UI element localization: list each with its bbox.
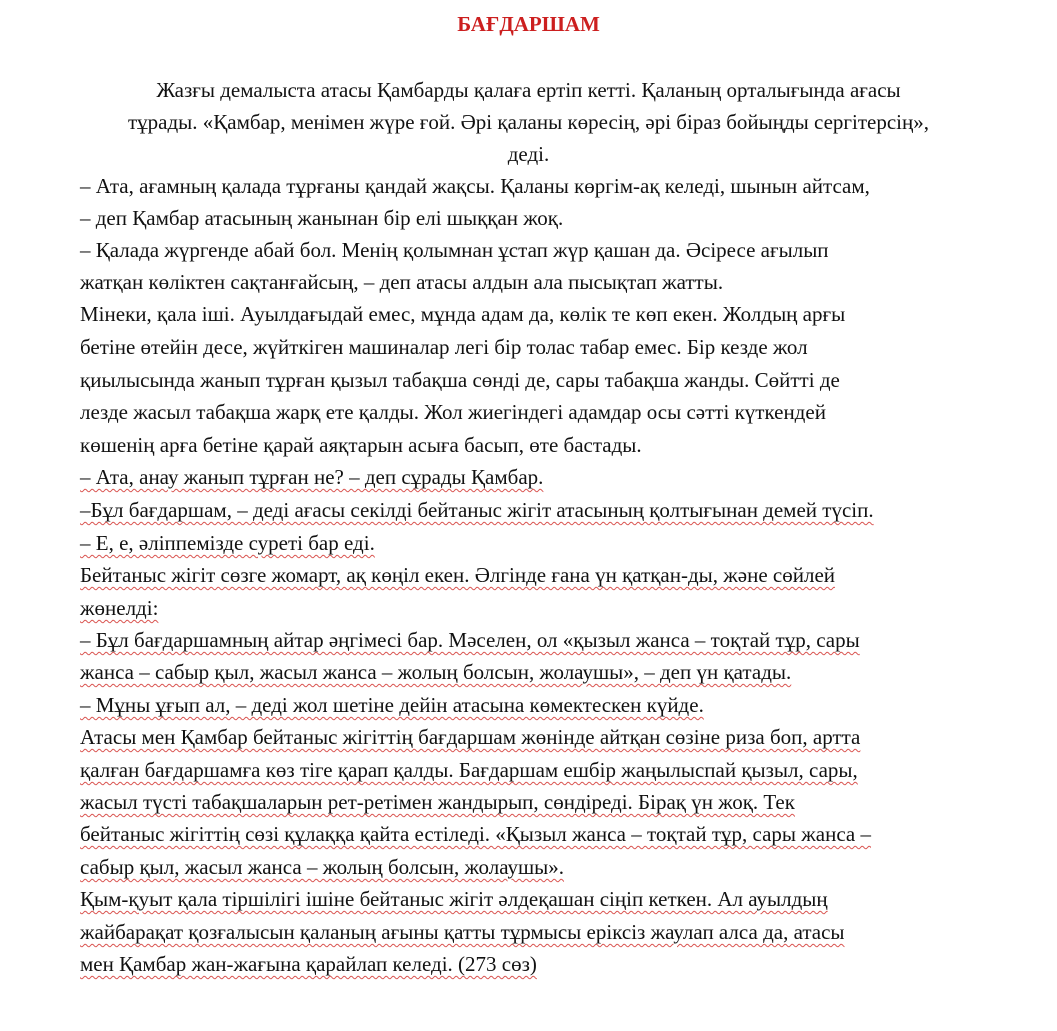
text-line: бетіне өтейін десе, жүйткіген машиналар легі бір толас табар емес. Бір кезде жол (80, 335, 808, 359)
text-line: Қым-қуыт қала тіршілігі ішіне бейтаныс жігіт әлдеқашан сіңіп кеткен. Ал ауылдың (80, 887, 828, 911)
text-line: лезде жасыл табақша жарқ ете қалды. Жол жиегіндегі адамдар осы сәтті күткендей (80, 400, 826, 424)
text-line: –Бұл бағдаршам, – деді ағасы секілді бейтаныс жігіт атасының қолтығынан демей түсіп. (80, 498, 874, 522)
text-line: сабыр қыл, жасыл жанса – жолың болсын, жолаушы». (80, 855, 565, 879)
text-line: – Мұны ұғып ал, – деді жол шетіне дейін атасына көмектескен күйде. (80, 693, 704, 717)
text-line: жанса – сабыр қыл, жасыл жанса – жолың болсын, жолаушы», – деп үн қатады. (80, 660, 792, 684)
text-line: бейтаныс жігіттің сөзі құлаққа қайта естіледі. «Қызыл жанса – тоқтай тұр, сары жанса – (80, 822, 871, 846)
text-line: Бейтаныс жігіт сөзге жомарт, ақ көңіл екен. Әлгінде ғана үн қатқан-ды, және сөйлей (80, 563, 836, 587)
text-line: – Қалада жүргенде абай бол. Менің қолымнан ұстап жүр қашан да. Әсіресе ағылып (80, 238, 829, 262)
text-line: жатқан көліктен сақтанғайсың, – деп атасы алдын ала пысықтап жатты. (80, 270, 724, 294)
text-line: мен Қамбар жан-жағына қарайлап келеді. (273 сөз) (80, 952, 537, 976)
text-line: қиылысында жанып тұрған қызыл табақша сөнді де, сары табақша жанды. Сөйтті де (80, 368, 840, 392)
text-line: көшенің арға бетіне қарай аяқтарын асыға басып, өте бастады. (80, 433, 642, 457)
text-line: – Бұл бағдаршамның айтар әңгімесі бар. Мәселен, ол «қызыл жанса – тоқтай тұр, сары (80, 628, 860, 652)
text-line: Атасы мен Қамбар бейтаныс жігіттің бағдаршам жөнінде айтқан сөзіне риза боп, артта (80, 725, 861, 749)
text-line: тұрады. «Қамбар, менімен жүре ғой. Әрі қаланы көресің, әрі біраз бойыңды сергітерсің», (127, 110, 929, 134)
document-title: БАҒДАРШАМ (457, 12, 600, 36)
text-line: жайбарақат қозғалысын қаланың ағыны қатты тұрмысы еріксіз жаулап алса да, атасы (80, 920, 845, 944)
text-line: Жазғы демалыста атасы Қамбарды қалаға ертіп кетті. Қаланың орталығында ағасы (156, 78, 901, 102)
text-line: – Ата, анау жанып тұрған не? – деп сұрады Қамбар. (80, 465, 544, 489)
text-line: – Е, е, әліппемізде суреті бар еді. (80, 531, 375, 555)
text-line: – деп Қамбар атасының жанынан бір елі шыққан жоқ. (80, 206, 564, 230)
text-line: – Ата, ағамның қалада тұрғаны қандай жақсы. Қаланы көргім-ақ келеді, шынын айтсам, (80, 174, 870, 198)
text-line: қалған бағдаршамға көз тіге қарап қалды. Бағдаршам ешбір жаңылыспай қызыл, сары, (80, 758, 858, 782)
text-line: жасыл түсті табақшаларын рет-ретімен жандырып, сөндіреді. Бірақ үн жоқ. Тек (80, 790, 795, 814)
text-line: Мінеки, қала іші. Ауылдағыдай емес, мұнда адам да, көлік те көп екен. Жолдың арғы (80, 302, 846, 326)
text-line: жөнелді: (80, 596, 159, 620)
text-line: деді. (507, 142, 550, 166)
